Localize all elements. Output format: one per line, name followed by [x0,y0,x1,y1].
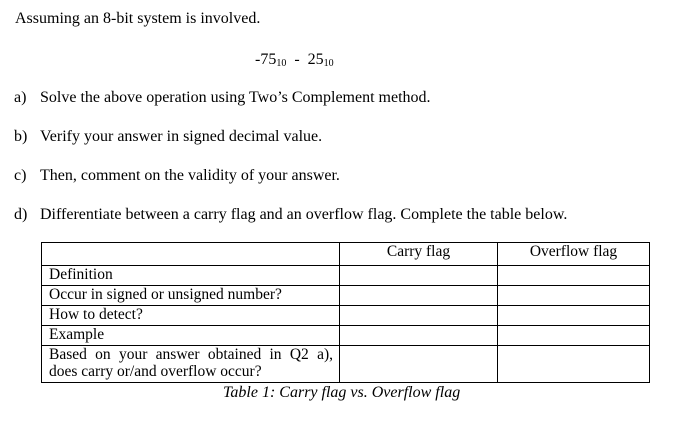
question-c-label: c) [14,167,27,184]
intro-text: Assuming an 8-bit system is involved. [15,10,261,27]
row-label-q2a-line1: Based on your answer obtained in Q2 a), [49,346,333,363]
question-a [14,89,431,107]
cell-overflow-signed-unsigned[interactable] [498,286,650,306]
row-label-q2a-line2: does carry or/and overflow occur? [49,363,262,380]
cell-overflow-q2a-occurrence[interactable] [498,346,650,383]
question-c-text: Then, comment on the validity of your answer. [40,167,340,184]
table-header-blank [42,243,340,266]
question-a-text: Solve the above operation using Two’s Complement method. [40,89,431,106]
cell-overflow-how-to-detect[interactable] [498,306,650,326]
table-header-overflow-flag: Overflow flag [498,243,650,266]
table-header-row [42,243,650,266]
expression-first-base: 10 [276,58,287,69]
expression-second-value: 25 [307,51,324,68]
expression-first-value: -75 [255,51,277,68]
question-a-label: a) [14,89,27,106]
table-row [42,306,650,326]
row-label-signed-unsigned: Occur in signed or unsigned number? [42,286,340,306]
cell-overflow-definition[interactable] [498,266,650,286]
question-d-text: Differentiate between a carry flag and an overflow flag. Complete the table below. [40,206,568,223]
cell-carry-q2a-occurrence[interactable] [340,346,498,383]
row-label-how-to-detect: How to detect? [42,306,340,326]
question-c [14,167,340,185]
question-b-text: Verify your answer in signed decimal value. [40,128,323,145]
table-caption: Table 1: Carry flag vs. Overflow flag [223,384,461,401]
expression-second-base: 10 [323,58,334,69]
flags-table [41,242,650,383]
table-row [42,286,650,306]
expression [255,51,334,69]
cell-overflow-example[interactable] [498,326,650,346]
table-header-carry-flag: Carry flag [340,243,498,266]
cell-carry-definition[interactable] [340,266,498,286]
expression-operator: - [294,51,300,68]
question-b [14,128,322,146]
table-row [42,326,650,346]
cell-carry-how-to-detect[interactable] [340,306,498,326]
row-label-definition: Definition [42,266,340,286]
table-row [42,266,650,286]
question-b-label: b) [14,128,28,145]
table-row [42,346,650,383]
cell-carry-example[interactable] [340,326,498,346]
question-d-label: d) [14,206,28,223]
question-d [14,206,567,224]
row-label-q2a-occurrence [42,346,340,383]
cell-carry-signed-unsigned[interactable] [340,286,498,306]
row-label-example: Example [42,326,340,346]
